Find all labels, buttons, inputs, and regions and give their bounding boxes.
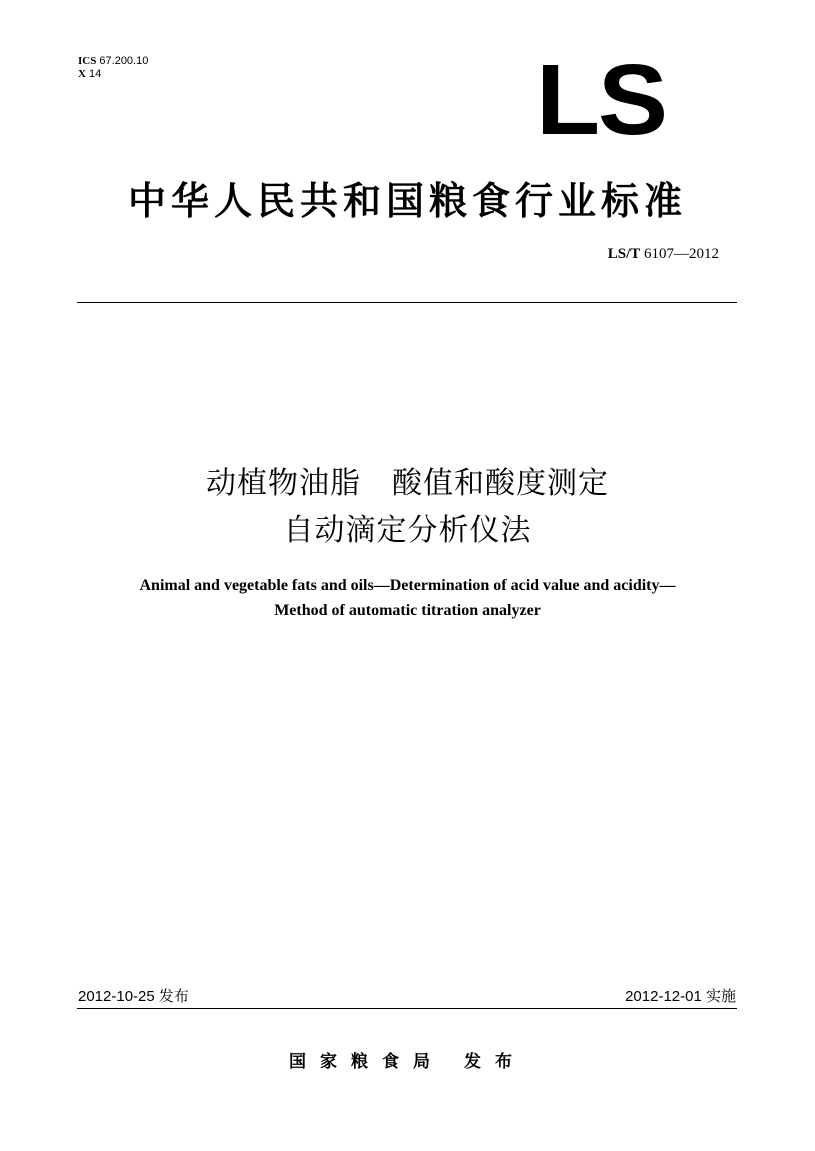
ccs-code bbox=[78, 68, 148, 81]
ics-label: ICS bbox=[78, 55, 97, 67]
ccs-label: X bbox=[78, 68, 86, 80]
title-en-line1: Animal and vegetable fats and oils—Determination of acid value and acidity— bbox=[139, 577, 676, 594]
implement-date: 2012-12-01 实施 bbox=[625, 988, 736, 1005]
header-divider bbox=[77, 302, 737, 303]
title-cn-line1: 动植物油脂 酸值和酸度测定 bbox=[206, 466, 609, 501]
issue-date: 2012-10-25 发布 bbox=[78, 988, 189, 1005]
org-title: 中华人民共和国粮食行业标准 bbox=[127, 179, 687, 223]
standard-value: 6107—2012 bbox=[644, 246, 719, 262]
title-en-line2: Method of automatic titration analyzer bbox=[274, 602, 541, 619]
standard-number bbox=[608, 246, 719, 263]
title-cn-line2: 自动滴定分析仪法 bbox=[283, 513, 532, 548]
classification-codes bbox=[78, 55, 148, 81]
ls-logo: LS bbox=[536, 44, 666, 156]
ics-value: 67.200.10 bbox=[99, 55, 149, 67]
issuer: 国家粮食局 发布 bbox=[289, 1052, 526, 1072]
ccs-value: 14 bbox=[89, 68, 102, 80]
footer-divider bbox=[77, 1008, 737, 1009]
standard-prefix: LS/T bbox=[607, 246, 641, 262]
ics-code bbox=[78, 55, 148, 68]
